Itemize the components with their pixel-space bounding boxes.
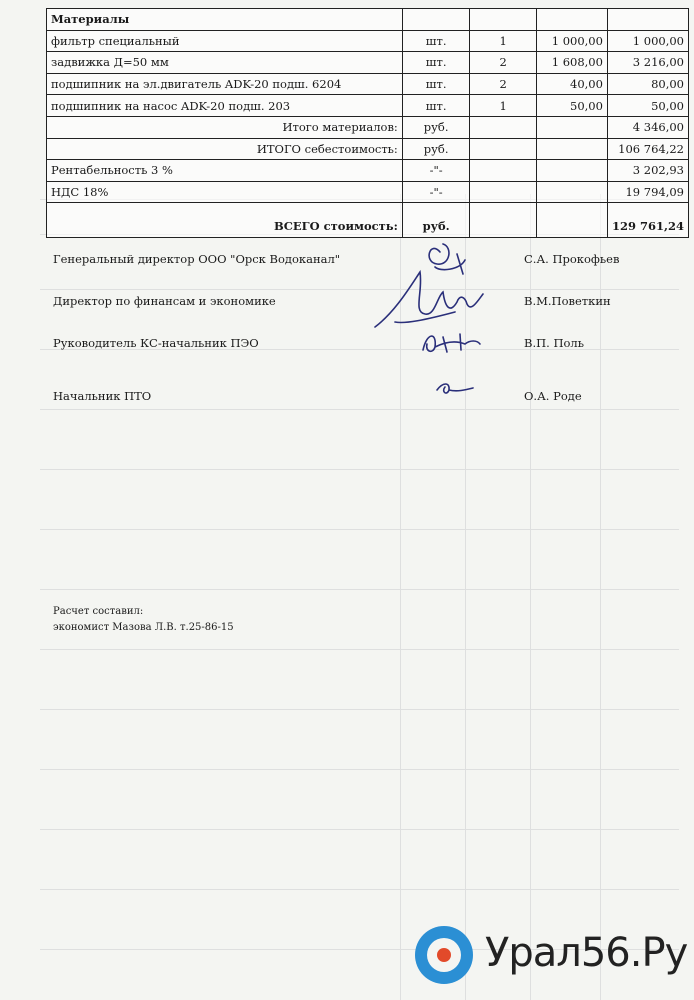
- profit-unit: -"-: [402, 160, 470, 182]
- vat-unit: -"-: [402, 181, 470, 203]
- signer-name: С.А. Прокофьев: [524, 252, 620, 266]
- table-row: [47, 73, 689, 95]
- profit-sum: 3 202,93: [607, 160, 688, 182]
- logo-dot-icon: [437, 948, 451, 962]
- item-name: фильтр специальный: [47, 30, 403, 52]
- item-unit: шт.: [402, 30, 470, 52]
- item-price: 50,00: [536, 95, 607, 117]
- signer-name: О.А. Роде: [524, 389, 582, 403]
- materials-table: [46, 8, 689, 238]
- prepared-by-label: Расчет составил:: [53, 606, 144, 617]
- vat-label: НДС 18%: [47, 181, 403, 203]
- item-qty: 2: [470, 73, 536, 95]
- item-sum: 1 000,00: [607, 30, 688, 52]
- grand-total-sum: 129 761,24: [607, 203, 688, 238]
- table-row: [47, 52, 689, 74]
- item-unit: шт.: [402, 52, 470, 74]
- grand-total-row: [47, 203, 689, 238]
- cost-total-sum: 106 764,22: [607, 138, 688, 160]
- item-name: задвижка Д=50 мм: [47, 52, 403, 74]
- cost-total-unit: руб.: [402, 138, 470, 160]
- item-price: 40,00: [536, 73, 607, 95]
- cost-total-row: [47, 138, 689, 160]
- item-sum: 3 216,00: [607, 52, 688, 74]
- grand-total-label: ВСЕГО стоимость:: [47, 203, 403, 238]
- materials-total-label: Итого материалов:: [47, 116, 403, 138]
- watermark-logo: [415, 922, 688, 992]
- item-sum: 80,00: [607, 73, 688, 95]
- vat-sum: 19 794,09: [607, 181, 688, 203]
- watermark-text: Урал56.Ру: [485, 930, 688, 976]
- item-price: 1 000,00: [536, 30, 607, 52]
- item-qty: 1: [470, 95, 536, 117]
- item-name: подшипник на насос ADK-20 подш. 203: [47, 95, 403, 117]
- item-qty: 2: [470, 52, 536, 74]
- vat-row: [47, 181, 689, 203]
- table-row: [47, 95, 689, 117]
- profit-row: [47, 160, 689, 182]
- table-header-row: [47, 9, 689, 31]
- signer-name: В.П. Поль: [524, 336, 584, 350]
- item-qty: 1: [470, 30, 536, 52]
- table-row: [47, 30, 689, 52]
- item-price: 1 608,00: [536, 52, 607, 74]
- handwritten-signatures: [365, 232, 505, 412]
- item-unit: шт.: [402, 95, 470, 117]
- signer-name: В.М.Поветкин: [524, 294, 611, 308]
- signer-title: Руководитель КС-начальник ПЭО: [53, 336, 259, 350]
- signer-title: Директор по финансам и экономике: [53, 294, 276, 308]
- materials-total-sum: 4 346,00: [607, 116, 688, 138]
- item-name: подшипник на эл.двигатель ADK-20 подш. 6204: [47, 73, 403, 95]
- materials-header: Материалы: [47, 9, 403, 31]
- prepared-by-person: экономист Мазова Л.В. т.25-86-15: [53, 622, 234, 633]
- item-unit: шт.: [402, 73, 470, 95]
- signer-title: Генеральный директор ООО "Орск Водоканал": [53, 252, 341, 266]
- signer-title: Начальник ПТО: [53, 389, 152, 403]
- materials-total-row: [47, 116, 689, 138]
- grand-total-unit: руб.: [402, 203, 470, 238]
- cost-total-label: ИТОГО себестоимость:: [47, 138, 403, 160]
- item-sum: 50,00: [607, 95, 688, 117]
- materials-total-unit: руб.: [402, 116, 470, 138]
- profit-label: Рентабельность 3 %: [47, 160, 403, 182]
